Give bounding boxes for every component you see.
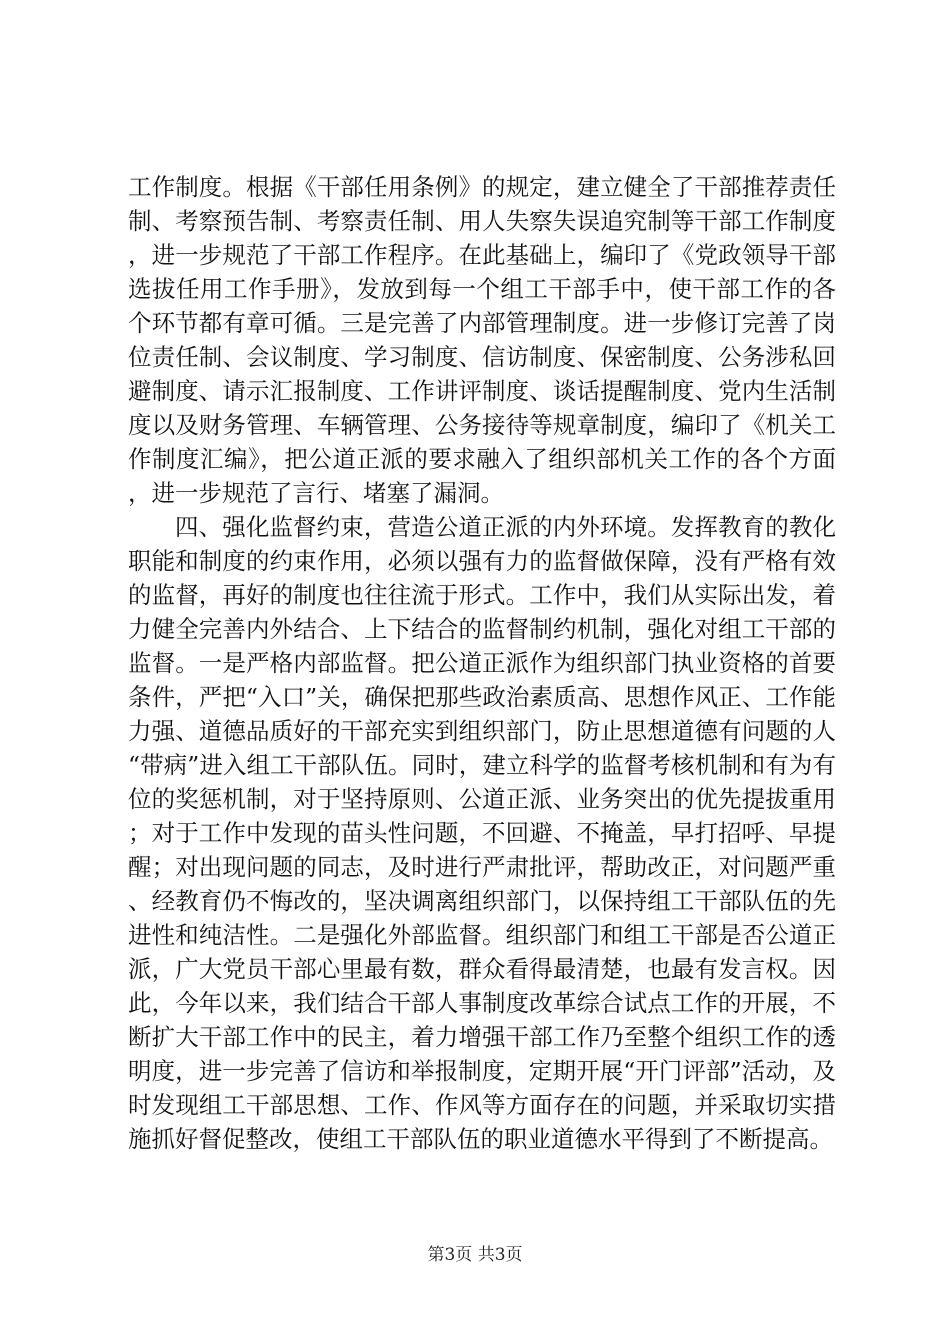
paragraph-institution-building: 工作制度。根据《干部任用条例》的规定，建立健全了干部推荐责任制、考察预告制、考察责任制、用人失察失误追究制等干部工作制度，进一步规范了干部工作程序。在此基础上，编印了《党政领导干部选拔任用工作手册》，发放到每一个组工干部手中，使干部工作的各个环节都有章可循。三是完善了内部管理制度。进一步修订完善了岗位责任制、会议制度、学习制度、信访制度、保密制度、公务涉私回避制度、请示汇报制度、工作讲评制度、谈话提醒制度、党内生活制度以及财务管理、车辆管理、公务接待等规章制度，编印了《机关工作制度汇编》，把公道正派的要求融入了组织部机关工作的各个方面，进一步规范了言行、堵塞了漏洞。 [128, 173, 836, 507]
paragraph-supervision: 四、强化监督约束，营造公道正派的内外环境。发挥教育的教化职能和制度的约束作用，必须以强有力的监督做保障，没有严格有效的监督，再好的制度也往往流于形式。工作中，我们从实际出发，着力健全完善内外结合、上下结合的监督制约机制，强化对组工干部的监督。一是严格内部监督。把公道正派作为组织部门执业资格的首要条件，严把“入口”关，确保把那些政治素质高、思想作风正、工作能力强、道德品质好的干部充实到组织部门，防止思想道德有问题的人“带病”进入组工干部队伍。同时，建立科学的监督考核机制和有为有位的奖惩机制，对于坚持原则、公道正派、业务突出的优先提拔重用；对于工作中发现的苗头性问题，不回避、不掩盖，早打招呼、早提醒；对出现问题的同志，及时进行严肃批评，帮助改正，对问题严重、经教育仍不悔改的，坚决调离组织部门，以保持组工干部队伍的先进性和纯洁性。二是强化外部监督。组织部门和组工干部是否公道正派，广大党员干部心里最有数，群众看得最清楚，也最有发言权。因此，今年以来，我们结合干部人事制度改革综合试点工作的开展，不断扩大干部工作中的民主，着力增强干部工作乃至整个组织工作的透明度，进一步完善了信访和举报制度，定期开展“开门评部”活动，及时发现组工干部思想、工作、作风等方面存在的问题，并采取切实措施抓好督促整改，使组工干部队伍的职业道德水平得到了不断提高。 [128, 513, 836, 1153]
document-body [128, 170, 836, 1156]
page-footer: 第3页 共3页 [427, 1245, 523, 1265]
